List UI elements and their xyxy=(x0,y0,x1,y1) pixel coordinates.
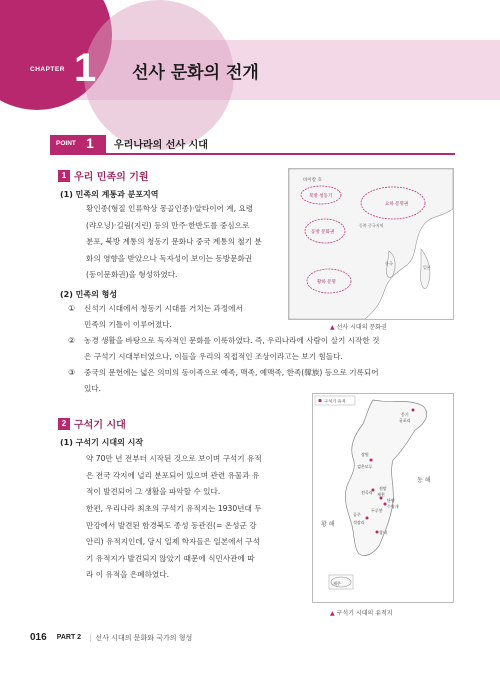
paleolithic-paragraph-2 xyxy=(86,501,286,584)
site-label: 제천 xyxy=(377,492,385,497)
map-label: 북방 청동기 xyxy=(309,194,333,199)
text-line: 농경 생활을 바탕으로 독자적인 문화를 이룩하였다. 즉, 우리나라에 사람이 살기 시작한 것 xyxy=(84,336,380,345)
text-line: (동이문화권)을 형성하였다. xyxy=(86,270,178,279)
map-caption xyxy=(330,322,387,331)
caption-triangle-icon: ▲ xyxy=(330,610,335,617)
site-label: 단양 xyxy=(387,498,395,503)
section-heading-2 xyxy=(58,416,126,431)
culture-sphere-map xyxy=(288,168,454,320)
map-graphic xyxy=(289,169,453,319)
site-label: 석장리 xyxy=(353,520,365,525)
point-tag xyxy=(50,135,106,153)
item-number: ① xyxy=(68,304,76,313)
lineage-paragraph xyxy=(86,201,286,284)
site-label: 웅기 xyxy=(401,412,409,417)
caption-text: 구석기 시대의 유적지 xyxy=(336,610,393,617)
part-label: PART 2 xyxy=(56,634,82,641)
site-label: 전곡리 xyxy=(361,490,373,495)
text-line: (랴오닝)·길림(지린) 등의 만주·한반도를 중심으로 xyxy=(86,220,250,230)
subheading-lineage: (1) 민족의 계통과 분포지역 xyxy=(60,190,159,199)
map-label: 동방 문화권 xyxy=(311,230,335,235)
map-label: 동북 중국지역 xyxy=(359,223,384,228)
map-label: 요하 문명권 xyxy=(385,202,409,207)
site-label: 상원 xyxy=(361,452,369,457)
map-legend: 구석기 유적 xyxy=(324,398,346,404)
part-title: 선사 시대의 문화와 국가의 형성 xyxy=(95,633,193,642)
page-number: 016 xyxy=(30,632,47,643)
chapter-title: 선사 문화의 전개 xyxy=(132,63,259,83)
text-line: 라 이 유적을 은폐하였다. xyxy=(86,570,170,579)
sea-label: 황 해 xyxy=(321,521,335,528)
page-footer xyxy=(30,632,192,643)
point-tag-label: POINT xyxy=(56,140,76,147)
section-title: 구석기 시대 xyxy=(74,420,126,431)
text-line: 약 70만 년 전부터 시작된 것으로 보이며 구석기 유적 xyxy=(86,454,262,463)
map-label: 한국 xyxy=(385,261,393,266)
list-item xyxy=(68,333,454,365)
site-label: 공주 xyxy=(353,512,361,517)
section-heading-1 xyxy=(58,168,149,183)
site-label: 수양개 xyxy=(387,504,399,509)
map-label: 바이칼 호 xyxy=(303,178,322,183)
point-bar xyxy=(50,135,455,155)
text-line: 분포, 북방 계통의 청동기 문화나 중국 계통의 철기 분 xyxy=(86,237,262,246)
section-title: 우리 민족의 기원 xyxy=(74,172,149,183)
chapter-label: CHAPTER xyxy=(30,66,65,73)
text-line: 만강에서 발견된 함경북도 종성 동관진(= 온성군 강 xyxy=(86,520,257,530)
korea-map-graphic xyxy=(313,394,453,602)
point-number: 1 xyxy=(86,135,94,151)
caption-text: 선사 시대의 문화권 xyxy=(336,324,387,331)
chapter-header xyxy=(0,0,500,110)
text-line: 은 구석기 시대부터였으나, 이들을 우리의 직접적인 조상이라고는 보기 힘들다. xyxy=(84,352,343,361)
text-line: 민족의 기틀이 이루어졌다. xyxy=(84,320,172,329)
site-label: 제주 xyxy=(333,581,341,586)
text-line: 안리) 유적지인데, 당시 일제 학자들은 일본에서 구석 xyxy=(86,537,260,546)
text-line: 중국의 문헌에는 넓은 의미의 동이족으로 예족, 맥족, 예맥족, 한족(韓族) 등으로 기록되어 xyxy=(84,368,379,377)
section-number: 2 xyxy=(58,418,70,430)
caption-triangle-icon: ▲ xyxy=(330,324,335,331)
paleolithic-sites-map xyxy=(312,393,454,603)
text-line: 적이 발견되어 그 생활을 파악할 수 있다. xyxy=(86,487,221,496)
item-number: ③ xyxy=(68,368,76,377)
text-line: 화의 영향을 받았으나 독자성이 보이는 동방문화권 xyxy=(86,253,253,263)
subheading-formation: (2) 민족의 형성 xyxy=(60,290,118,299)
site-label: 두루봉 xyxy=(371,508,383,513)
sea-label: 동 해 xyxy=(417,477,431,484)
point-title: 우리나라의 선사 시대 xyxy=(114,140,208,151)
text-line: 한편, 우리나라 최초의 구석기 유적지는 1930년대 두 xyxy=(86,504,262,513)
subheading-paleolithic-start: (1) 구석기 시대의 시작 xyxy=(60,438,144,447)
item-number: ② xyxy=(68,336,76,345)
map-label: 황하 문명 xyxy=(317,280,336,285)
site-label: 검은모루 xyxy=(357,464,373,469)
section-number: 1 xyxy=(58,170,70,182)
chapter-number: 1 xyxy=(74,46,97,90)
list-item xyxy=(68,301,289,333)
map-label: 일본 xyxy=(423,265,431,270)
text-line: 있다. xyxy=(84,384,102,393)
map-caption xyxy=(330,608,393,617)
text-line: 황인종(형질 인류학상 몽골인종)·알타이어 계, 요령 xyxy=(86,204,254,213)
paleolithic-paragraph-1 xyxy=(86,451,286,501)
footer-separator: | xyxy=(89,633,92,642)
site-label: 점말 xyxy=(379,486,387,491)
text-line: 기 유적지가 발견되지 않았기 때문에 식민사관에 따 xyxy=(86,553,255,563)
text-line: 은 전국 각지에 널리 분포되어 있으며 관련 유물과 유 xyxy=(86,470,260,480)
site-label: 창내 xyxy=(379,530,387,535)
text-line: 신석기 시대에서 청동기 시대를 거치는 과정에서 xyxy=(84,304,243,313)
site-label: 굴포리 xyxy=(399,418,411,423)
